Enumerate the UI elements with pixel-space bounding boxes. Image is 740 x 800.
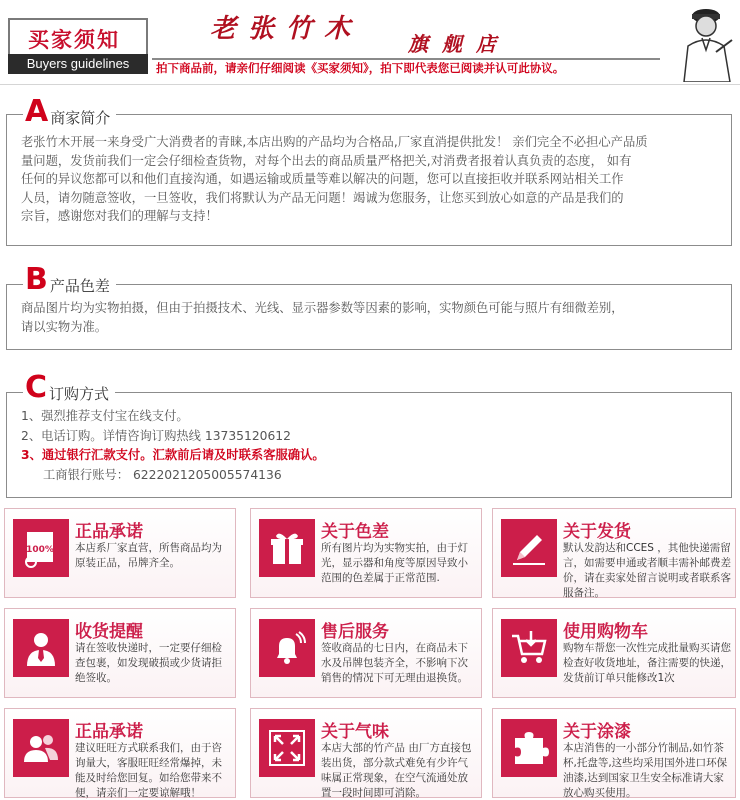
order-method-3: 3、通过银行汇款支付。汇款前后请及时联系客服确认。 (21, 448, 325, 462)
card-text: 默认发韵达和CCES ，其他快递需留言，如需要申通或者顺丰需补邮费差价，请在卖家处留言说明或者联系客服备注。 (563, 542, 731, 599)
header-notice: 拍下商品前，请亲们仔细阅读《买家须知》，拍下即代表您已阅读并认可此协议。 (156, 61, 565, 75)
card-title: 使用购物车 (563, 622, 648, 642)
card-title: 关于发货 (563, 522, 631, 542)
text-line: 请以实物为准。 (21, 319, 108, 334)
section-letter: A (25, 94, 49, 129)
pencil-icon (501, 519, 557, 577)
card-title: 正品承诺 (75, 522, 143, 542)
brand-name: 老张竹木 (210, 14, 363, 44)
store-name: 旗舰店 (408, 32, 510, 56)
info-card (250, 708, 482, 798)
section-title: 产品色差 (49, 277, 110, 295)
card-text: 建议旺旺方式联系我们，由于咨询量大，客服旺旺经常爆掉，未能及时给您回复。如给您带来不便，请亲们一定要谅解哦！ (75, 742, 222, 799)
section-title: 商家简介 (50, 109, 111, 127)
section-b-heading (23, 262, 116, 297)
person-tie-icon (13, 619, 69, 677)
gift-box-icon (259, 519, 315, 577)
section-a-heading (23, 94, 116, 129)
text-line: 宗旨，感谢您对我们的理解与支持！ (21, 209, 218, 223)
shopping-cart-icon (501, 619, 557, 677)
card-text: 签收商品的七日内，在商品未下水及吊牌包装齐全，不影响下次销售的情况下可无理由退换货。 (321, 642, 468, 684)
text-line: 老张竹木开展一来身受广大消费者的青睐,本店出购的产品均为合格品,厂家直消提供批发！ 亲们完全不必担心产品质 (21, 135, 648, 149)
card-title: 收货提醒 (75, 622, 143, 642)
text-line: 任何的异议您都可以和他们直接沟通，如遇运输或质量等难以解决的问题，您可以直接拒收并联系网站相关工作 (21, 172, 624, 186)
guidelines-badge (8, 18, 148, 74)
card-text: 本店消售的一小部分竹制品,如竹茶杯,托盘等,这些均采用国外进口环保油漆,达到国家卫生安全标准请大家放心购买使用。 (563, 742, 728, 799)
section-c-body (21, 407, 719, 485)
guidelines-title: 买家须知 (28, 28, 120, 52)
users-icon (13, 719, 69, 777)
card-title: 正品承诺 (75, 722, 143, 742)
section-shop-intro (6, 94, 732, 246)
section-a-body (21, 133, 719, 226)
section-title: 订购方式 (49, 385, 110, 403)
expand-arrows-icon (259, 719, 315, 777)
header-divider (0, 84, 740, 85)
info-card (4, 608, 236, 698)
bank-account: 工商银行账号： 6222021205005574136 (43, 467, 282, 482)
puzzle-icon (501, 719, 557, 777)
info-card (492, 708, 736, 798)
info-card (250, 508, 482, 598)
card-title: 关于气味 (321, 722, 389, 742)
page-header (0, 0, 740, 84)
card-text: 本店系厂家直营，所售商品均为原装正品，吊牌齐全。 (75, 542, 222, 569)
section-c-heading (23, 370, 115, 405)
section-letter: C (25, 370, 48, 405)
card-text: 请在签收快递时，一定要仔细检查包裹，如发现破损或少货请拒绝签收。 (75, 642, 222, 684)
text-line: 人员，请勿随意签收，一旦签收，我们将默认为产品无问题！竭诚为您服务，让您买到放心如意的产品是我们的 (21, 190, 624, 205)
order-method-2: 2、电话订购。详情咨询订购热线 13735120612 (21, 428, 291, 443)
info-card (492, 508, 736, 598)
svg-text:100%: 100% (26, 545, 54, 555)
card-title: 关于色差 (321, 522, 389, 542)
section-color-difference (6, 262, 732, 350)
card-text: 购物车帮您一次性完成批量购买请您检查好收货地址，备注需要的快递，发货前订单只能修改1次 (563, 642, 731, 684)
info-card (4, 708, 236, 798)
info-card (250, 608, 482, 698)
card-text: 本店大部的竹产品 由厂方直接包装出货，部分款式难免有少许气味属正常现象，在空气流通处放置一段时间即可消除。 (321, 742, 472, 799)
section-b-body (21, 299, 719, 336)
card-title: 售后服务 (321, 622, 389, 642)
section-ordering (6, 370, 732, 498)
section-letter: B (25, 262, 48, 297)
card-text: 所有图片均为实物实拍，由于灯光，显示器和角度等原因导致小范围的色差属于正常范围. (321, 542, 468, 584)
text-line: 商品图片均为实物拍摄，但由于拍摄技术、光线、显示器参数等因素的影响，实物颜色可能与照片有细微差别， (21, 301, 624, 315)
text-line: 量问题，发货前我们一定会仔细检查货物，对每个出去的商品质量严格把关,对消费者报着认真负责的态度， 如有 (21, 153, 632, 168)
guidelines-subtitle: Buyers guidelines (8, 54, 148, 74)
bell-icon (259, 619, 315, 677)
certificate-100-icon (13, 519, 69, 577)
mascot-man-icon (676, 2, 738, 82)
card-title: 关于涂漆 (563, 722, 631, 742)
info-card-grid (4, 508, 738, 800)
order-method-1: 1、强烈推荐支付宝在线支付。 (21, 409, 189, 423)
info-card (492, 608, 736, 698)
info-card (4, 508, 236, 598)
